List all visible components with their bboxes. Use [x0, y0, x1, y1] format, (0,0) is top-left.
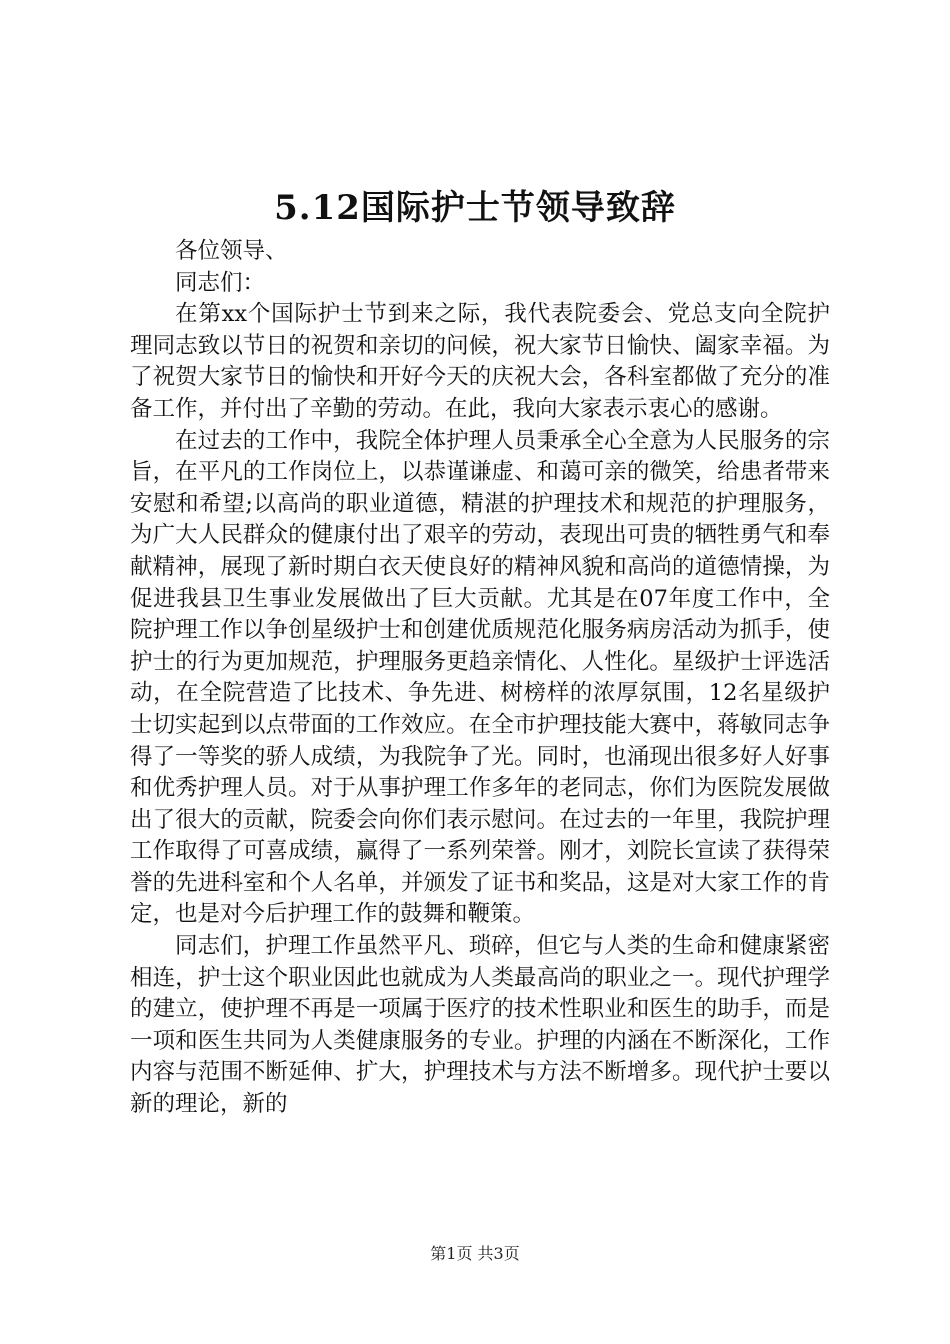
body-paragraph: 同志们，护理工作虽然平凡、琐碎，但它与人类的生命和健康紧密相连，护士这个职业因此也就成为人类最高尚的职业之一。现代护理学的建立，使护理不再是一项属于医疗的技术性职业和医生的助手，而是一项和医生共同为人类健康服务的专业。护理的内涵在不断深化，工作内容与范围不断延伸、扩大，护理技术与方法不断增多。现代护士要以新的理论，新的 — [130, 933, 830, 1118]
document-body — [130, 236, 830, 1121]
salutation-line: 各位领导、 — [175, 238, 288, 264]
body-paragraph: 在第xx个国际护士节到来之际，我代表院委会、党总支向全院护理同志致以节日的祝贺和亲切的问候，祝大家节日愉快、阖家幸福。为了祝贺大家节日的愉快和开好今天的庆祝大会，各科室都做了充分的准备工作，并付出了辛勤的劳动。在此，我向大家表示衷心的感谢。 — [130, 301, 830, 422]
body-paragraph: 在过去的工作中，我院全体护理人员秉承全心全意为人民服务的宗旨，在平凡的工作岗位上，以恭谨谦虚、和蔼可亲的微笑，给患者带来安慰和希望;以高尚的职业道德，精湛的护理技术和规范的护理服务，为广大人民群众的健康付出了艰辛的劳动，表现出可贵的牺牲勇气和奉献精神，展现了新时期白衣天使良好的精神风貌和高尚的道德情操，为促进我县卫生事业发展做出了巨大贡献。尤其是在07年度工作中，全院护理工作以争创星级护士和创建优质规范化服务病房活动为抓手，使护士的行为更加规范，护理服务更趋亲情化、人性化。星级护士评选活动，在全院营造了比技术、争先进、树榜样的浓厚氛围，12名星级护士切实起到以点带面的工作效应。在全市护理技能大赛中，蒋敏同志争得了一等奖的骄人成绩，为我院争了光。同时，也涌现出很多好人好事和优秀护理人员。对于从事护理工作多年的老同志，你们为医院发展做出了很大的贡献，院委会向你们表示慰问。在过去的一年里，我院护理工作取得了可喜成绩，赢得了一系列荣誉。刚才，刘院长宣读了获得荣誉的先进科室和个人名单，并颁发了证书和奖品，这是对大家工作的肯定，也是对今后护理工作的鼓舞和鞭策。 — [130, 427, 830, 928]
salutation-line: 同志们： — [175, 269, 266, 296]
document-title: 5.12国际护士节领导致辞 — [274, 188, 676, 228]
page-footer: 第1页 共3页 — [430, 1244, 520, 1263]
